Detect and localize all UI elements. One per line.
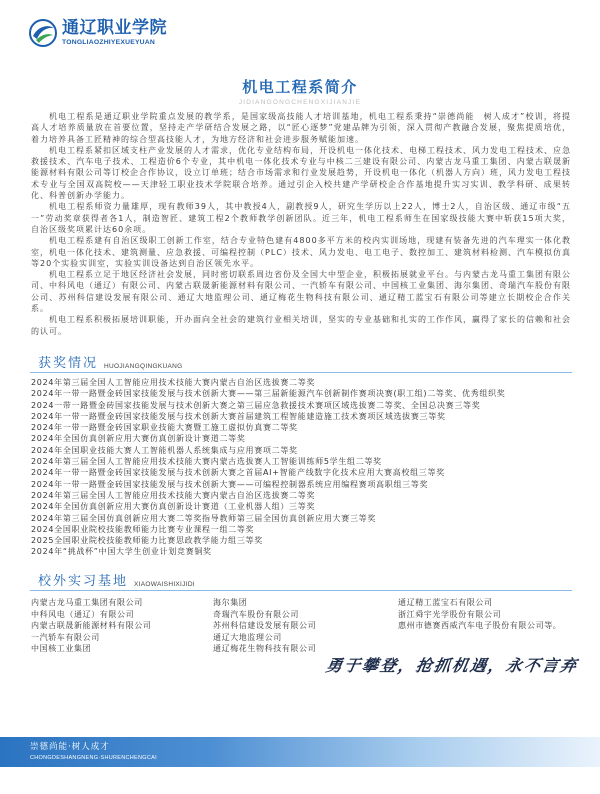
- award-item: 2024年“挑战杯”中国大学生创业计划竞赛铜奖: [31, 547, 212, 557]
- intro-paragraph: 机电工程系建有自治区级职工创新工作室，结合专业特色建有4800多平方米的校内实训场地，现建有装备先进的汽车理实一体化教室，机电一体化技术、建筑测量、应急救援、可编程控制（PLC）技术、风力发电、电工电子、数控加工、建筑材料检测、汽车模拟仿真等20个实验实训室，实验实训设备达到自治区领先水平。: [31, 236, 571, 268]
- practice-bases-column: [31, 597, 213, 655]
- practice-bases-heading-pinyin: XIAOWAISHIXIJIDI: [134, 581, 195, 588]
- award-item: 2024全国职业院校技能教师能力比赛专业课程一组二等奖: [31, 524, 255, 534]
- footer-motto-pinyin: CHONGDESHANGNENG·SHURENCHENGCAI: [30, 755, 157, 761]
- company-item: 浙江舜宇光学股份有限公司: [398, 609, 502, 619]
- awards-heading-pinyin: HUOJIANGQINGKUANG: [104, 363, 183, 370]
- award-item: 2024年第三届全国仿真创新应用大赛二等奖指导教师第三届全国仿真创新应用大赛三等奖: [31, 513, 377, 523]
- award-item: 2024年全国职业技能大赛人工智能机器人系统集成与应用赛项二等奖: [31, 445, 298, 455]
- award-item: 2024年全国仿真创新应用大赛仿真创新设计赛道（工业机器人组）三等奖: [31, 502, 316, 512]
- company-item: 海尔集团: [213, 598, 248, 607]
- intro-paragraph: 机电工程系积极拓展培训职能，开办面向全社会的建筑行业相关培训，坚实的专业基础和扎实的工作作风，赢得了家长的信赖和社会的认可。: [31, 315, 571, 336]
- intro-paragraph: 机电工程系是通辽职业学院重点发展的教学系，是国家级高技能人才培训基地，机电工程系秉持“崇德尚能 树人成才”校训，将提高人才培养质量放在首要位置，坚持走产学研结合发展之路，以“匠心逐梦”党建品牌为引领，深入贯彻产教融合发展，聚焦提质培优，着力培养具备工匠精神的综合型高技能人才，为地方经济和社会进步服务赋能加速。: [31, 112, 571, 144]
- company-item: 奇瑞汽车股份有限公司: [213, 609, 299, 619]
- company-item: 中国核工业集团: [31, 644, 92, 654]
- company-item: 苏州科信建设发展有限公司: [213, 621, 317, 631]
- school-name: 通辽职业学院: [62, 18, 167, 38]
- company-item: 内蒙古龙马重工集团有限公司: [31, 598, 143, 607]
- award-item: 2024年一带一路暨金砖国家技能发展与技术创新大赛——第三届新能源汽车创新制作赛项决赛(职工组)二等奖、优秀组织奖: [31, 389, 506, 399]
- footer-motto: 崇德尚能·树人成才: [30, 742, 110, 752]
- award-item: 2024年一带一路暨金砖国家职业技能大赛暨工施工虚拟仿真赛二等奖: [31, 423, 298, 433]
- calligraphy-slogan: 勇于攀登，抢抓机遇，永不言弃: [324, 656, 580, 675]
- practice-bases-column: [398, 597, 571, 655]
- company-item: 通辽大地监理公司: [213, 632, 282, 642]
- company-item: 内蒙古联晟新能源材料有限公司: [31, 621, 152, 631]
- practice-bases-section-heading: [30, 572, 572, 591]
- company-item: 中科风电（通辽）有限公司: [31, 609, 135, 619]
- page-subtitle: JIDIANGONGCHENGXIJIANJIE: [238, 99, 362, 106]
- header: [28, 18, 167, 48]
- company-item: 通辽梅花生物科技有限公司: [213, 644, 317, 654]
- award-item: 2024年一带一路暨金砖国家技能发展与技术创新大赛——可编程控制器系统应用编程赛项高职组三等奖: [31, 479, 429, 489]
- awards-section-heading: [30, 354, 572, 373]
- award-item: 2025全国职业院校技能教师能力比赛思政教学能力组三等奖: [31, 536, 263, 546]
- practice-bases-column: [213, 597, 398, 655]
- award-item: 2024年一带一路暨金砖国家技能发展与技术创新大赛首届建筑工程智能建造施工技术赛项区域选拔赛三等奖: [31, 411, 446, 421]
- company-item: 通辽精工蓝宝石有限公司: [398, 598, 493, 607]
- award-item: 2024年第三届全国人工智能应用技术技能大赛内蒙古自治区选拔赛二等奖: [31, 378, 316, 387]
- practice-bases-heading: 校外实习基地: [38, 574, 129, 589]
- award-item: 2024年第三届全国人工智能应用技术技能大赛内蒙古自治区选拔赛二等奖: [31, 490, 316, 500]
- intro-paragraph: 机电工程系立足于地区经济社会发展，同时密切联系周边省份及全国大中型企业，积极拓展就业平台。与内蒙古龙马重工集团有限公司、中科风电（通辽）有限公司、内蒙古联晟新能源材料有限公司、一汽轿车有限公司、中国核工业集团、海尔集团、奇瑞汽车股份有限公司、苏州科信建设发展有限公司、通辽大地监理公司、通辽梅花生物科技有限公司、通辽精工蓝宝石有限公司等建立长期校企合作关系。: [31, 270, 571, 314]
- award-item: 2024年全国仿真创新应用大赛仿真创新设计赛道二等奖: [31, 434, 246, 444]
- awards-list: [31, 377, 571, 558]
- intro-text: [31, 111, 571, 337]
- award-item: 2024年第三届全国人工智能应用技术技能大赛内蒙古选拔赛人工智能训练师5学生组二等奖: [31, 457, 382, 467]
- company-item: 一汽轿车有限公司: [31, 632, 100, 642]
- footer-band: [0, 737, 600, 767]
- awards-heading: 获奖情况: [38, 356, 99, 371]
- college-emblem-icon: [28, 18, 58, 48]
- practice-bases-list: [31, 597, 571, 655]
- intro-paragraph: 机电工程系紧扣区域支柱产业发展的人才需求，优化专业结构布局，开设机电一体化技术、电梯工程技术、风力发电工程技术、应急救援技术、汽车电子技术、工程造价6个专业，其中机电一体化技术专业与中核二三建设有限公司、内蒙古龙马重工集团、内蒙古联晟新能源材料有限公司等订校企合作协议，设立订单班；结合市场需求和行业发展趋势，开设机电一体化（机器人方向）班，风力发电工程技术专业与全国双高院校——天津轻工职业技术学院联合培养。通过引企入校共建产学研校企合作基地提升实习实训、教学科研、成果转化、科普创新办学能力。: [31, 145, 571, 201]
- intro-paragraph: 机电工程系师资力量雄厚，现有教师39人，其中教授4人，副教授9人，研究生学历以上22人，博士2人，自治区级、通辽市级“五一”劳动奖章获得者各1人，制造智匠、建筑工程2个教师教学创新团队。近三年，机电工程系师生在国家级技能大赛中斩获15项大奖，自治区级奖项累计达60余项。: [31, 202, 571, 234]
- award-item: 2024年一带一路暨金砖国家技能发展与技术创新大赛之首届AI+智能产线数字化技术应用大赛高校组三等奖: [31, 468, 445, 478]
- page-title: 机电工程系简介: [242, 78, 358, 96]
- company-item: 惠州市德赛西威汽车电子股份有限公司等。: [398, 621, 562, 631]
- school-name-pinyin: TONGLIAOZHIYEXUEYUAN: [62, 39, 155, 46]
- school-name-block: [62, 19, 167, 47]
- award-item: 2024一带一路暨金砖国家技能发展与技术创新大赛之第三届应急救援技术赛项区域选拔赛二等奖、全国总决赛三等奖: [31, 400, 481, 410]
